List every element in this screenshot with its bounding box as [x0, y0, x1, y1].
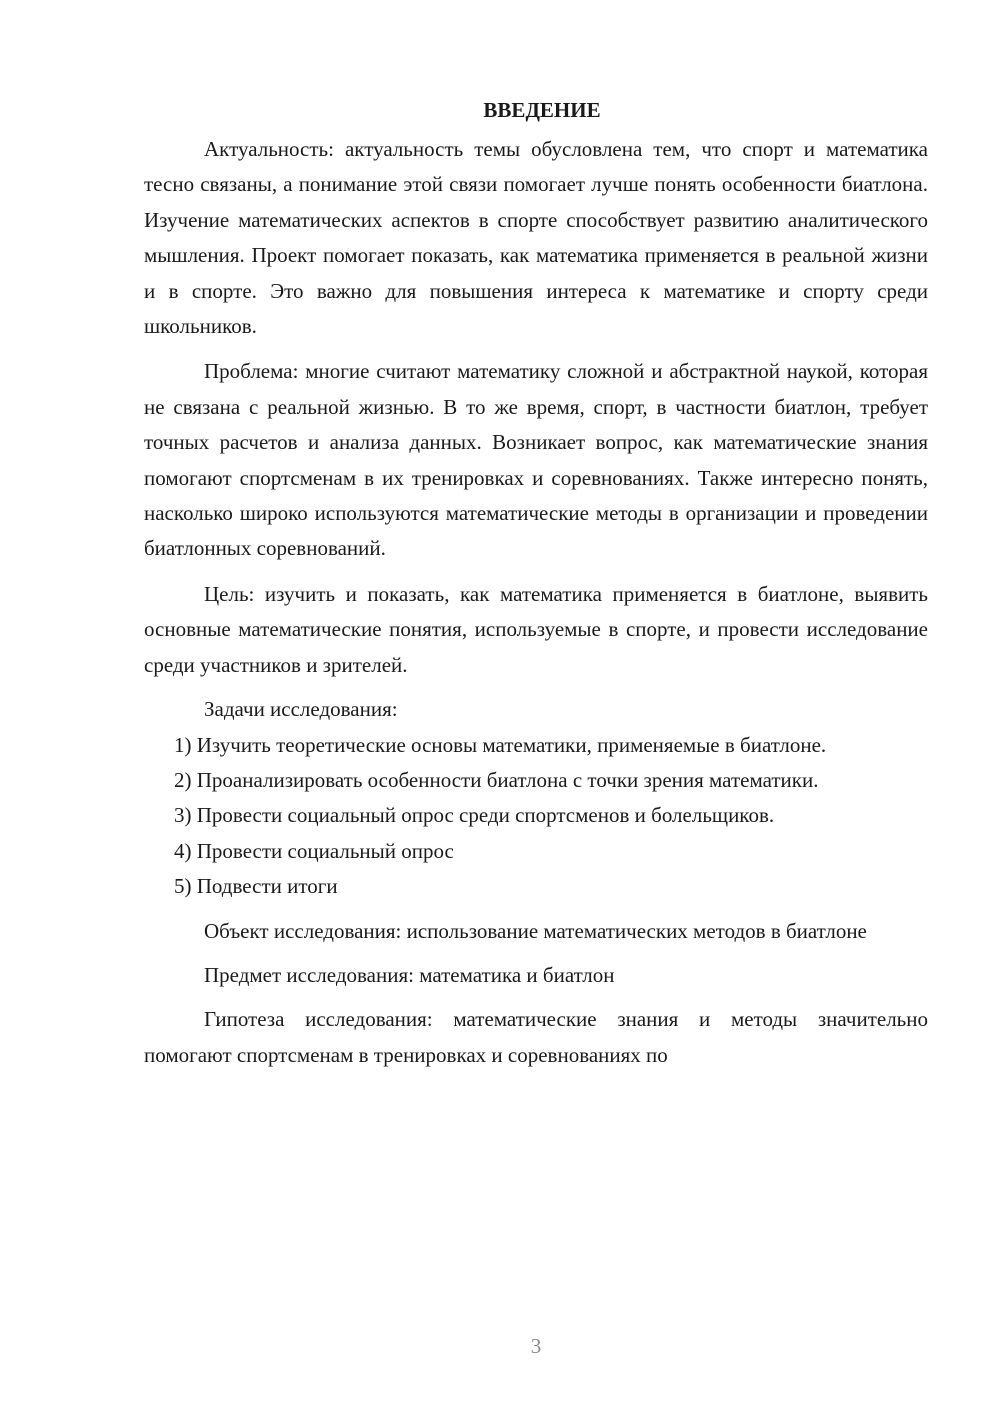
- paragraph-relevance: Актуальность: актуальность темы обусловлена тем, что спорт и математика тесно связаны, а понимание этой связи помогает лучше понять особенности биатлона. Изучение математических аспектов в спорте способствует развитию аналитического мышления. Проект помогает показать, как математика применяется в реальной жизни и в спорте. Это важно для повышения интереса к математике и спорту среди школьников.: [144, 137, 928, 339]
- task-item-2: 2) Проанализировать особенности биатлона с точки зрения математики.: [174, 767, 819, 792]
- task-item-1: 1) Изучить теоретические основы математики, применяемые в биатлоне.: [174, 732, 827, 757]
- paragraph-hypothesis: Гипотеза исследования: математические знания и методы значительно помогают спортсменам в тренировках и соревнованиях по: [144, 1007, 928, 1067]
- task-item-5: 5) Подвести итоги: [174, 874, 338, 899]
- paragraph-goal: Цель: изучить и показать, как математика применяется в биатлоне, выявить основные математические понятия, используемые в спорте, и провести исследование среди участников и зрителей.: [144, 581, 928, 677]
- task-item-4: 4) Провести социальный опрос: [174, 838, 454, 863]
- paragraph-subject: Предмет исследования: математика и биатлон: [204, 962, 615, 987]
- paragraph-object: Объект исследования: использование математических методов в биатлоне: [204, 918, 867, 943]
- page-number: 3: [530, 1334, 542, 1358]
- task-item-3: 3) Провести социальный опрос среди спортсменов и болельщиков.: [174, 803, 775, 828]
- tasks-title: Задачи исследования:: [204, 697, 398, 722]
- page-heading: ВВЕДЕНИЕ: [483, 98, 601, 122]
- paragraph-problem: Проблема: многие считают математику сложной и абстрактной наукой, которая не связана с реальной жизнью. В то же время, спорт, в частности биатлон, требует точных расчетов и анализа данных. Возникает вопрос, как математические знания помогают спортсменам в их тренировках и соревнованиях. Также интересно понять, насколько широко используются математические методы в организации и проведении биатлонных соревнований.: [144, 359, 928, 561]
- text-column: [144, 95, 928, 1073]
